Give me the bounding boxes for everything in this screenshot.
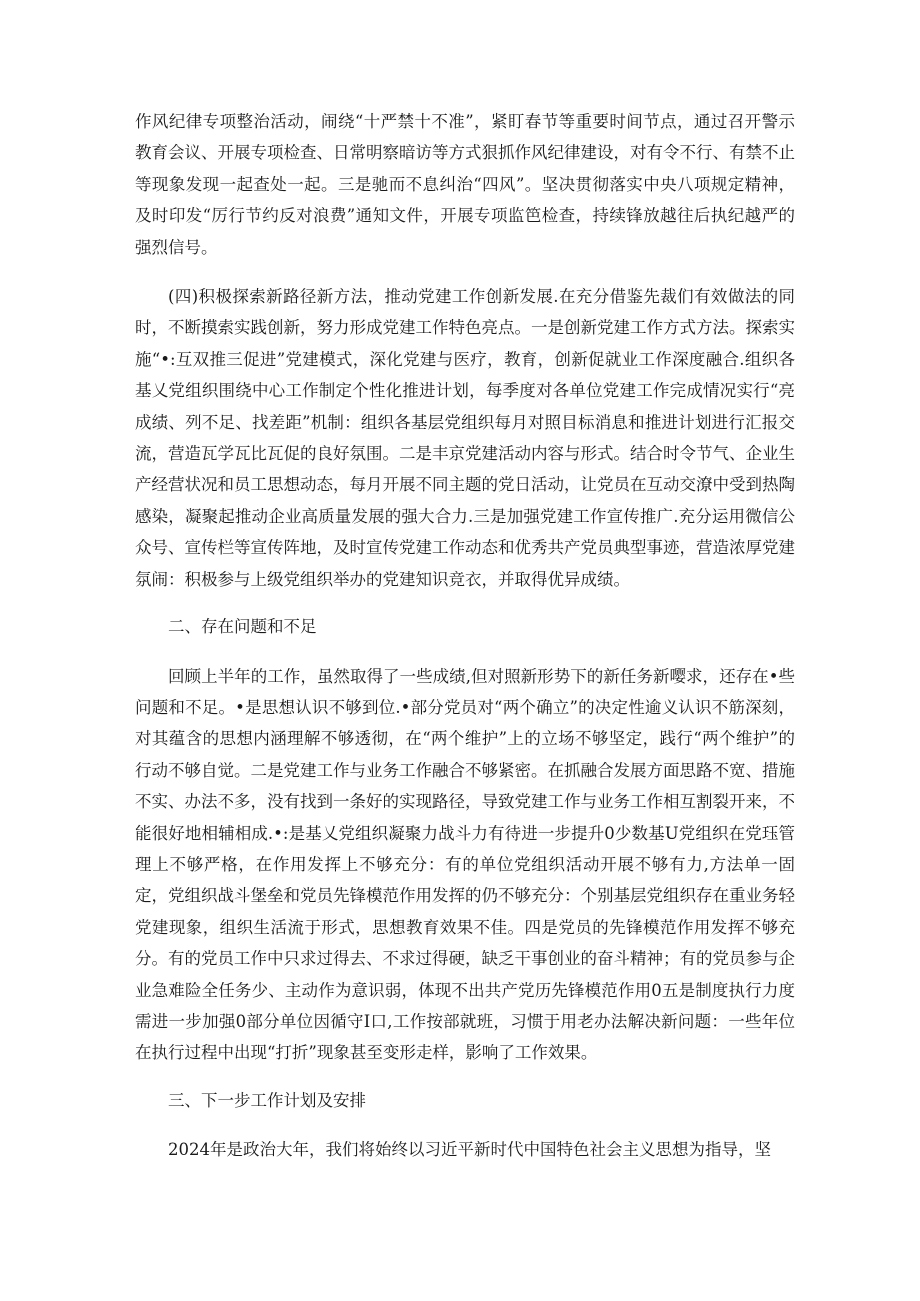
paragraph-problems: 回顾上半年的工作，虽然取得了一些成绩,但对照新形势下的新任务新嘤求，还存在•些问题和不足。•是思想认识不够到位.•部分党员对“两个确立”的决定性逾义认识不筋深刻，对其蕴含的思想内涵理解不够透彻，在“两个维护”上的立场不够坚定，践行“两个维护”的行动不够自觉。二是党建工作与业务工作融合不够紧密。在抓融合发展方面思路不宽、措施不实、办法不多，没有找到一条好的实现路径，导致党建工作与业务工作相互割裂开来，不能很好地相辅相成.•:是基乂党组织凝聚力战斗力有待进一步提升0少数基U党组织在党珏管理上不够严格，在作用发挥上不够充分：有的单位党组织活动开展不够有力,方法单一固定，党组织战斗堡垒和党员先锋模范作用发挥的仍不够充分：个别基层党组织存在重业务轻党建现象，组织生活流于形式，思想教育效果不佳。四是党员的先锋模范作用发挥不够充分。有的党员工作中只求过得去、不求过得硬，缺乏干事创业的奋斗精神；有的党员参与企业急难险全任务少、主动作为意识弱，体现不出共产党历先锋模范作用0五是制度执行力度需进一步加强0部分单位因循守I口,工作按部就班，习惯于用老办法解决新问题：一些年位在执行过程中出现“打折”现象甚至变形走样，影响了工作效果。 <box>135 666 795 1063</box>
document-page <box>135 106 795 1166</box>
section-heading-next-steps: 三、下一步工作计划及安排 <box>168 1090 366 1110</box>
section-heading-problems: 二、存在问题和不足 <box>168 617 317 637</box>
paragraph-work-style-discipline: 作风纪律专项整治活动，闹绕“十严禁十不准”，紧盯春节等重要时间节点，通过召开警示教育会议、开展专项检查、日常明察暗访等方式狠抓作风纪律建设，对有令不行、有禁不止等现象发现一起查处一起。三是驰而不息纠治“四风”。坚决贯彻落实中央八项规定精神，及时印发“厉行节约反对浪费”通知文件，开展专项监笆检查，持续锋放越往后执纪越严的强烈信号。 <box>135 112 795 257</box>
paragraph-party-building-innovation: (四)积极探索新路径新方法，推动党建工作创新发展.在充分借鉴先裁们有效做法的同时，不断摸索实践创新，努力形成党建工作特色亮点。一是创新党建工作方式方法。探索实施“•:互双推三促进”党建模式，深化党建与医疗，教育，创新促就业工作深度融合.组织各基乂党组织围绕中心工作制定个性化推进计划，每季度对各单位党建工作完成情况实行“亮成绩、列不足、找差距”机制：组织各基层党组织每月对照目标消息和推进计划进行汇报交流，营造瓦学瓦比瓦促的良好氛围。二是丰京党建活动内容与形式。结合时令节气、企业生产经营状况和员工思想动态，每月开展不同主题的党日活动，让党员在互动交潦中受到热陶感染，凝聚起推动企业高质量发展的强大合力.三是加强党建工作宣传推广.充分运用微信公众号、宣传栏等宣传阵地，及时宣传党建工作动态和优秀共产党员典型事迹，营造浓厚党建氛闹：积极参与上级党组织举办的党建知识竞衣，并取得优异成绩。 <box>135 287 795 589</box>
paragraph-next-steps: 2024年是政治大年，我们将始终以习近平新时代中国特色社会主义思想为指导，坚 <box>168 1140 771 1160</box>
